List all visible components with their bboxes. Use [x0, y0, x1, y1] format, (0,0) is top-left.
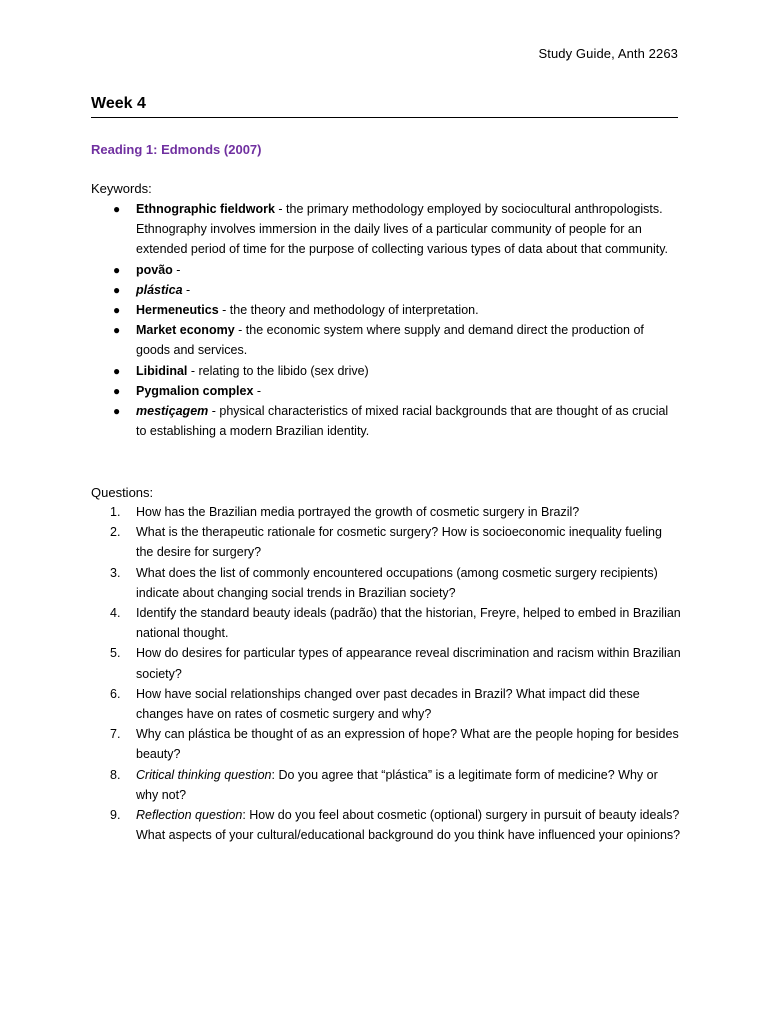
keyword-definition: -	[253, 383, 262, 398]
question-item	[91, 643, 681, 683]
keyword-term: Libidinal	[136, 363, 188, 378]
question-text: What is the therapeutic rationale for cosmetic surgery? How is socioeconomic inequality fueling the desire for surgery?	[136, 525, 662, 560]
keyword-term: povão	[136, 262, 173, 277]
question-number: 7.	[110, 727, 121, 742]
keyword-definition: - relating to the libido (sex drive)	[187, 363, 369, 378]
bullet-icon: ●	[113, 282, 121, 297]
keyword-definition: - the economic system where supply and demand direct the production of goods and services.	[136, 323, 644, 358]
bullet-icon: ●	[113, 303, 121, 318]
question-item	[91, 765, 681, 805]
page-header: Study Guide, Anth 2263	[538, 46, 678, 61]
question-number: 1.	[110, 505, 121, 519]
question-item	[91, 603, 681, 643]
bullet-icon: ●	[113, 383, 121, 398]
keyword-item	[91, 199, 681, 260]
questions-label: Questions:	[91, 485, 154, 500]
question-number: 2.	[110, 525, 121, 540]
question-prefix: Critical thinking question	[136, 767, 272, 782]
keyword-definition: - the primary methodology employed by sociocultural anthropologists. Ethnography involves immersion in the daily lives of a particular community of people for an extended period of time for the purpose of collecting various types of data about that community.	[136, 202, 669, 257]
question-item	[91, 522, 681, 562]
keyword-item	[91, 361, 681, 381]
keyword-term: mestiçagem	[136, 404, 209, 419]
keyword-item	[91, 300, 681, 320]
question-item	[91, 563, 681, 603]
question-item	[91, 724, 681, 764]
keyword-term: Ethnographic fieldwork	[136, 202, 275, 216]
question-text: Identify the standard beauty ideals (padrão) that the historian, Freyre, helped to embed in Brazilian national thought.	[136, 606, 681, 641]
bullet-icon: ●	[113, 323, 121, 338]
question-item	[91, 502, 681, 522]
keyword-definition: - physical characteristics of mixed racial backgrounds that are thought of as crucial to establishing a modern Brazilian identity.	[136, 404, 669, 439]
question-text: Why can plástica be thought of as an expression of hope? What are the people hoping for besides beauty?	[136, 727, 679, 762]
bullet-icon: ●	[113, 202, 121, 216]
question-text: How have social relationships changed over past decades in Brazil? What impact did these changes have on rates of cosmetic surgery and why?	[136, 686, 640, 722]
reading-title: Reading 1: Edmonds (2007)	[91, 142, 262, 157]
question-text: : How do you feel about cosmetic (optional) surgery in pursuit of beauty ideals? What aspects of your cultural/educational background do you think have influenced your opinions?	[136, 808, 681, 843]
question-item	[91, 684, 681, 724]
keywords-list	[91, 199, 681, 441]
keyword-term: Market economy	[136, 323, 235, 338]
question-text: What does the list of commonly encountered occupations (among cosmetic surgery recipients) indicate about changing social trends in Brazilian society?	[136, 565, 658, 600]
question-number: 5.	[110, 646, 121, 661]
question-item	[91, 805, 681, 845]
keyword-definition: - the theory and methodology of interpretation.	[218, 303, 479, 318]
keyword-item	[91, 280, 681, 300]
keywords-label: Keywords:	[91, 181, 152, 196]
keyword-item	[91, 401, 681, 441]
bullet-icon: ●	[113, 404, 121, 419]
question-number: 8.	[110, 767, 121, 782]
keyword-definition: -	[182, 282, 191, 297]
keyword-definition: -	[172, 262, 181, 277]
question-number: 3.	[110, 565, 121, 580]
keyword-item	[91, 320, 681, 360]
keyword-term: plástica	[136, 282, 183, 297]
keyword-item	[91, 381, 681, 401]
week-heading: Week 4	[91, 95, 146, 112]
question-prefix: Reflection question	[136, 808, 243, 823]
question-number: 6.	[110, 686, 121, 701]
keyword-item	[91, 260, 681, 280]
bullet-icon: ●	[113, 262, 121, 277]
questions-list	[91, 502, 681, 845]
heading-divider	[91, 117, 678, 118]
bullet-icon: ●	[113, 363, 121, 378]
keyword-term: Hermeneutics	[136, 303, 219, 318]
question-number: 4.	[110, 606, 121, 621]
question-text: How do desires for particular types of appearance reveal discrimination and racism within Brazilian society?	[136, 646, 681, 681]
keyword-term: Pygmalion complex	[136, 383, 254, 398]
question-number: 9.	[110, 808, 121, 823]
question-text: : Do you agree that “plástica” is a legitimate form of medicine? Why or why not?	[136, 767, 658, 802]
question-text: How has the Brazilian media portrayed the growth of cosmetic surgery in Brazil?	[136, 505, 580, 519]
